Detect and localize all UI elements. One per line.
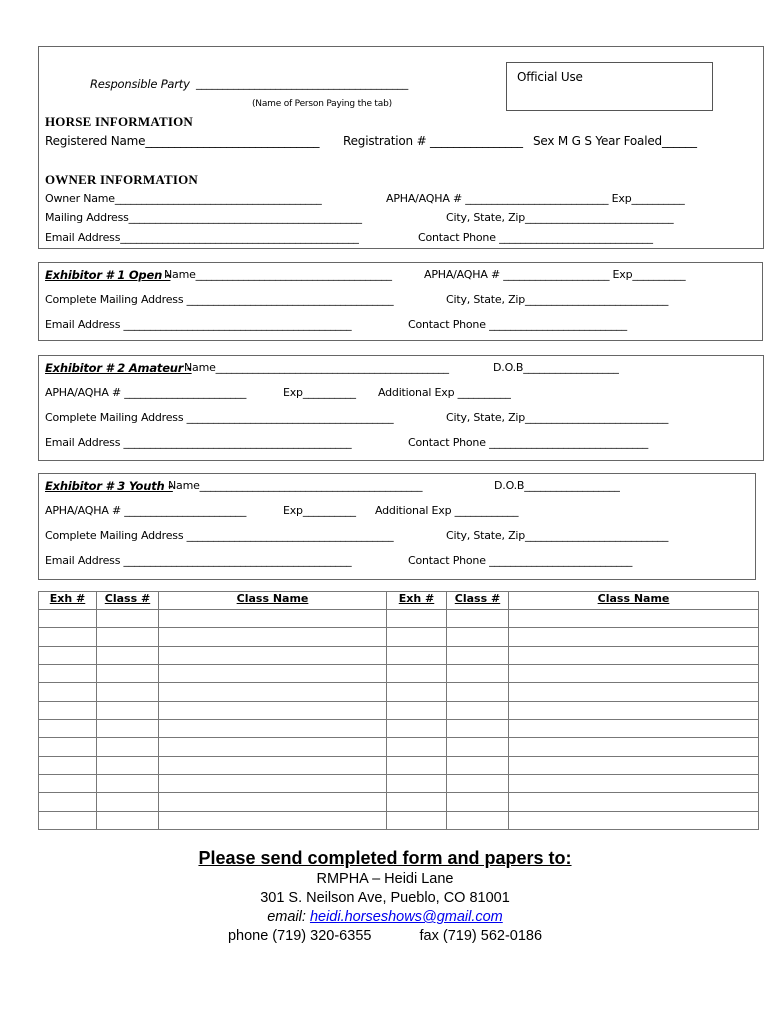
class-name-cell[interactable] <box>159 610 387 628</box>
exhibitor-3-title: Exhibitor # 3 Youth - <box>45 479 173 493</box>
exhibitor-1-contact-field[interactable]: Contact Phone __________________________ <box>408 318 627 331</box>
owner-email-field[interactable]: Email Address_____________________________________________ <box>45 231 359 244</box>
footer-fax: fax (719) 562-0186 <box>419 928 543 944</box>
class-table-body <box>39 610 759 830</box>
footer-title: Please send completed form and papers to: <box>198 848 572 868</box>
class-name-cell[interactable] <box>509 793 759 811</box>
exhibitor-2-apha-field[interactable]: APHA/AQHA # _______________________ <box>45 386 247 399</box>
exhibitor-3-email-field[interactable]: Email Address ___________________________________________ <box>45 554 352 567</box>
registered-name-field[interactable]: Registered Name______________________________ <box>45 134 320 148</box>
class-name-cell[interactable] <box>509 701 759 719</box>
exhibitor-1-name-field[interactable]: Name_____________________________________ <box>164 268 392 281</box>
exh-number-cell[interactable] <box>39 738 97 756</box>
exhibitor-2-name-field[interactable]: Name____________________________________________ <box>184 361 449 374</box>
class-name-cell[interactable] <box>159 793 387 811</box>
class-number-cell[interactable] <box>97 646 159 664</box>
table-row <box>39 756 759 774</box>
exh-number-cell[interactable] <box>387 628 447 646</box>
class-number-cell[interactable] <box>447 738 509 756</box>
class-number-cell[interactable] <box>447 793 509 811</box>
exh-number-cell[interactable] <box>387 701 447 719</box>
footer-email-link[interactable]: heidi.horseshows@gmail.com <box>309 909 503 925</box>
official-use-label: Official Use <box>517 70 583 84</box>
exhibitor-3-mailing-field[interactable]: Complete Mailing Address _______________________________________ <box>45 529 394 542</box>
responsible-party-note: (Name of Person Paying the tab) <box>252 99 392 109</box>
class-name-cell[interactable] <box>509 774 759 792</box>
owner-name-field[interactable]: Owner Name_______________________________________ <box>45 192 322 205</box>
exh-number-cell[interactable] <box>39 719 97 737</box>
footer-email-line <box>0 908 770 927</box>
exhibitor-1-city-field[interactable]: City, State, Zip___________________________ <box>446 293 669 306</box>
class-number-cell[interactable] <box>447 811 509 829</box>
class-name-cell[interactable] <box>159 701 387 719</box>
exhibitor-1-email-field[interactable]: Email Address ___________________________________________ <box>45 318 352 331</box>
exhibitor-2-exp-field[interactable]: Exp__________ <box>283 386 356 399</box>
exh-number-cell[interactable] <box>39 756 97 774</box>
class-name-cell[interactable] <box>159 646 387 664</box>
exh-number-cell[interactable] <box>39 610 97 628</box>
exh-number-cell[interactable] <box>39 793 97 811</box>
class-name-cell[interactable] <box>509 738 759 756</box>
table-row <box>39 701 759 719</box>
class-name-cell[interactable] <box>509 683 759 701</box>
class-number-cell[interactable] <box>97 683 159 701</box>
owner-info-heading: OWNER INFORMATION <box>45 172 199 187</box>
registration-number-field[interactable]: Registration # ________________ <box>343 134 523 148</box>
class-number-cell[interactable] <box>97 738 159 756</box>
exh-number-header: Exh # <box>387 592 447 610</box>
class-name-cell[interactable] <box>509 610 759 628</box>
class-number-cell[interactable] <box>447 756 509 774</box>
class-name-cell[interactable] <box>509 756 759 774</box>
class-name-cell[interactable] <box>159 683 387 701</box>
class-name-cell[interactable] <box>509 628 759 646</box>
exhibitor-1-title: Exhibitor # 1 Open - <box>45 268 171 282</box>
exh-number-cell[interactable] <box>387 774 447 792</box>
table-row <box>39 738 759 756</box>
exh-number-cell[interactable] <box>387 664 447 682</box>
table-row <box>39 646 759 664</box>
class-name-cell[interactable] <box>159 664 387 682</box>
class-number-header: Class # <box>447 592 509 610</box>
exhibitor-2-additional-exp-field[interactable]: Additional Exp __________ <box>378 386 511 399</box>
class-number-cell[interactable] <box>447 683 509 701</box>
class-number-cell[interactable] <box>97 701 159 719</box>
class-number-cell[interactable] <box>447 610 509 628</box>
owner-mailing-field[interactable]: Mailing Address____________________________________________ <box>45 211 362 224</box>
class-number-cell[interactable] <box>447 646 509 664</box>
exh-number-cell[interactable] <box>387 811 447 829</box>
class-number-cell[interactable] <box>447 774 509 792</box>
class-number-cell[interactable] <box>447 628 509 646</box>
class-number-cell[interactable] <box>97 628 159 646</box>
footer-phone-line <box>0 927 770 946</box>
class-name-cell[interactable] <box>159 628 387 646</box>
exh-number-cell[interactable] <box>39 628 97 646</box>
exh-number-cell[interactable] <box>387 738 447 756</box>
class-name-cell[interactable] <box>159 811 387 829</box>
exhibitor-1-apha-field[interactable]: APHA/AQHA # ____________________ Exp__________ <box>424 268 686 281</box>
exhibitor-2-mailing-field[interactable]: Complete Mailing Address _______________________________________ <box>45 411 394 424</box>
exhibitor-3-dob-field[interactable]: D.O.B__________________ <box>494 479 620 492</box>
table-row <box>39 719 759 737</box>
class-number-cell[interactable] <box>97 719 159 737</box>
class-number-cell[interactable] <box>97 793 159 811</box>
class-name-cell[interactable] <box>159 774 387 792</box>
exh-number-cell[interactable] <box>387 610 447 628</box>
exhibitor-2-email-field[interactable]: Email Address ___________________________________________ <box>45 436 352 449</box>
class-number-cell[interactable] <box>447 664 509 682</box>
class-name-cell[interactable] <box>159 719 387 737</box>
class-name-cell[interactable] <box>509 664 759 682</box>
responsible-party-field[interactable]: ________________________________________ <box>196 77 409 90</box>
exhibitor-3-name-field[interactable]: Name__________________________________________ <box>168 479 423 492</box>
exh-number-cell[interactable] <box>387 793 447 811</box>
sex-year-foaled-field[interactable]: Sex M G S Year Foaled______ <box>533 134 697 148</box>
exh-number-cell[interactable] <box>39 664 97 682</box>
class-name-header: Class Name <box>159 592 387 610</box>
exhibitor-2-dob-field[interactable]: D.O.B__________________ <box>493 361 619 374</box>
exh-number-cell[interactable] <box>387 719 447 737</box>
exhibitor-3-apha-field[interactable]: APHA/AQHA # _______________________ <box>45 504 247 517</box>
footer-email-label: email: <box>267 909 306 925</box>
class-name-cell[interactable] <box>509 719 759 737</box>
class-number-cell[interactable] <box>97 664 159 682</box>
class-number-cell[interactable] <box>447 701 509 719</box>
class-entry-table <box>38 591 759 830</box>
class-name-header: Class Name <box>509 592 759 610</box>
exh-number-cell[interactable] <box>387 646 447 664</box>
class-name-cell[interactable] <box>159 756 387 774</box>
class-number-cell[interactable] <box>447 719 509 737</box>
class-number-cell[interactable] <box>97 774 159 792</box>
exhibitor-3-exp-field[interactable]: Exp__________ <box>283 504 356 517</box>
class-name-cell[interactable] <box>509 646 759 664</box>
class-number-cell[interactable] <box>97 756 159 774</box>
exh-number-cell[interactable] <box>39 701 97 719</box>
class-number-header: Class # <box>97 592 159 610</box>
table-row <box>39 610 759 628</box>
exh-number-cell[interactable] <box>39 774 97 792</box>
horse-info-heading: HORSE INFORMATION <box>45 114 193 129</box>
exh-number-cell[interactable] <box>387 756 447 774</box>
owner-city-field[interactable]: City, State, Zip____________________________ <box>446 211 674 224</box>
class-table-header-row <box>39 592 759 610</box>
footer-address: 301 S. Neilson Ave, Pueblo, CO 81001 <box>260 890 510 906</box>
exh-number-header: Exh # <box>39 592 97 610</box>
exh-number-cell[interactable] <box>387 683 447 701</box>
owner-contact-field[interactable]: Contact Phone _____________________________ <box>418 231 653 244</box>
exh-number-cell[interactable] <box>39 811 97 829</box>
responsible-party-label: Responsible Party <box>90 77 190 91</box>
exhibitor-3-additional-exp-field[interactable]: Additional Exp ____________ <box>375 504 519 517</box>
class-number-cell[interactable] <box>97 610 159 628</box>
table-row <box>39 664 759 682</box>
table-row <box>39 628 759 646</box>
class-number-cell[interactable] <box>97 811 159 829</box>
official-use-box <box>506 62 713 111</box>
table-row <box>39 793 759 811</box>
table-row <box>39 811 759 829</box>
footer-organization: RMPHA – Heidi Lane <box>316 871 454 887</box>
exh-number-cell[interactable] <box>39 646 97 664</box>
exhibitor-3-contact-field[interactable]: Contact Phone ___________________________ <box>408 554 633 567</box>
mailing-instructions <box>0 846 770 946</box>
exhibitor-3-city-field[interactable]: City, State, Zip___________________________ <box>446 529 669 542</box>
exhibitor-2-contact-field[interactable]: Contact Phone ______________________________ <box>408 436 649 449</box>
footer-phone: phone (719) 320-6355 <box>227 928 372 944</box>
table-row <box>39 774 759 792</box>
exhibitor-2-title: Exhibitor # 2 Amateur - <box>45 361 192 375</box>
class-name-cell[interactable] <box>509 811 759 829</box>
exhibitor-1-mailing-field[interactable]: Complete Mailing Address _______________________________________ <box>45 293 394 306</box>
table-row <box>39 683 759 701</box>
exh-number-cell[interactable] <box>39 683 97 701</box>
class-name-cell[interactable] <box>159 738 387 756</box>
exhibitor-2-city-field[interactable]: City, State, Zip___________________________ <box>446 411 669 424</box>
owner-apha-field[interactable]: APHA/AQHA # ___________________________ Exp__________ <box>386 192 685 205</box>
